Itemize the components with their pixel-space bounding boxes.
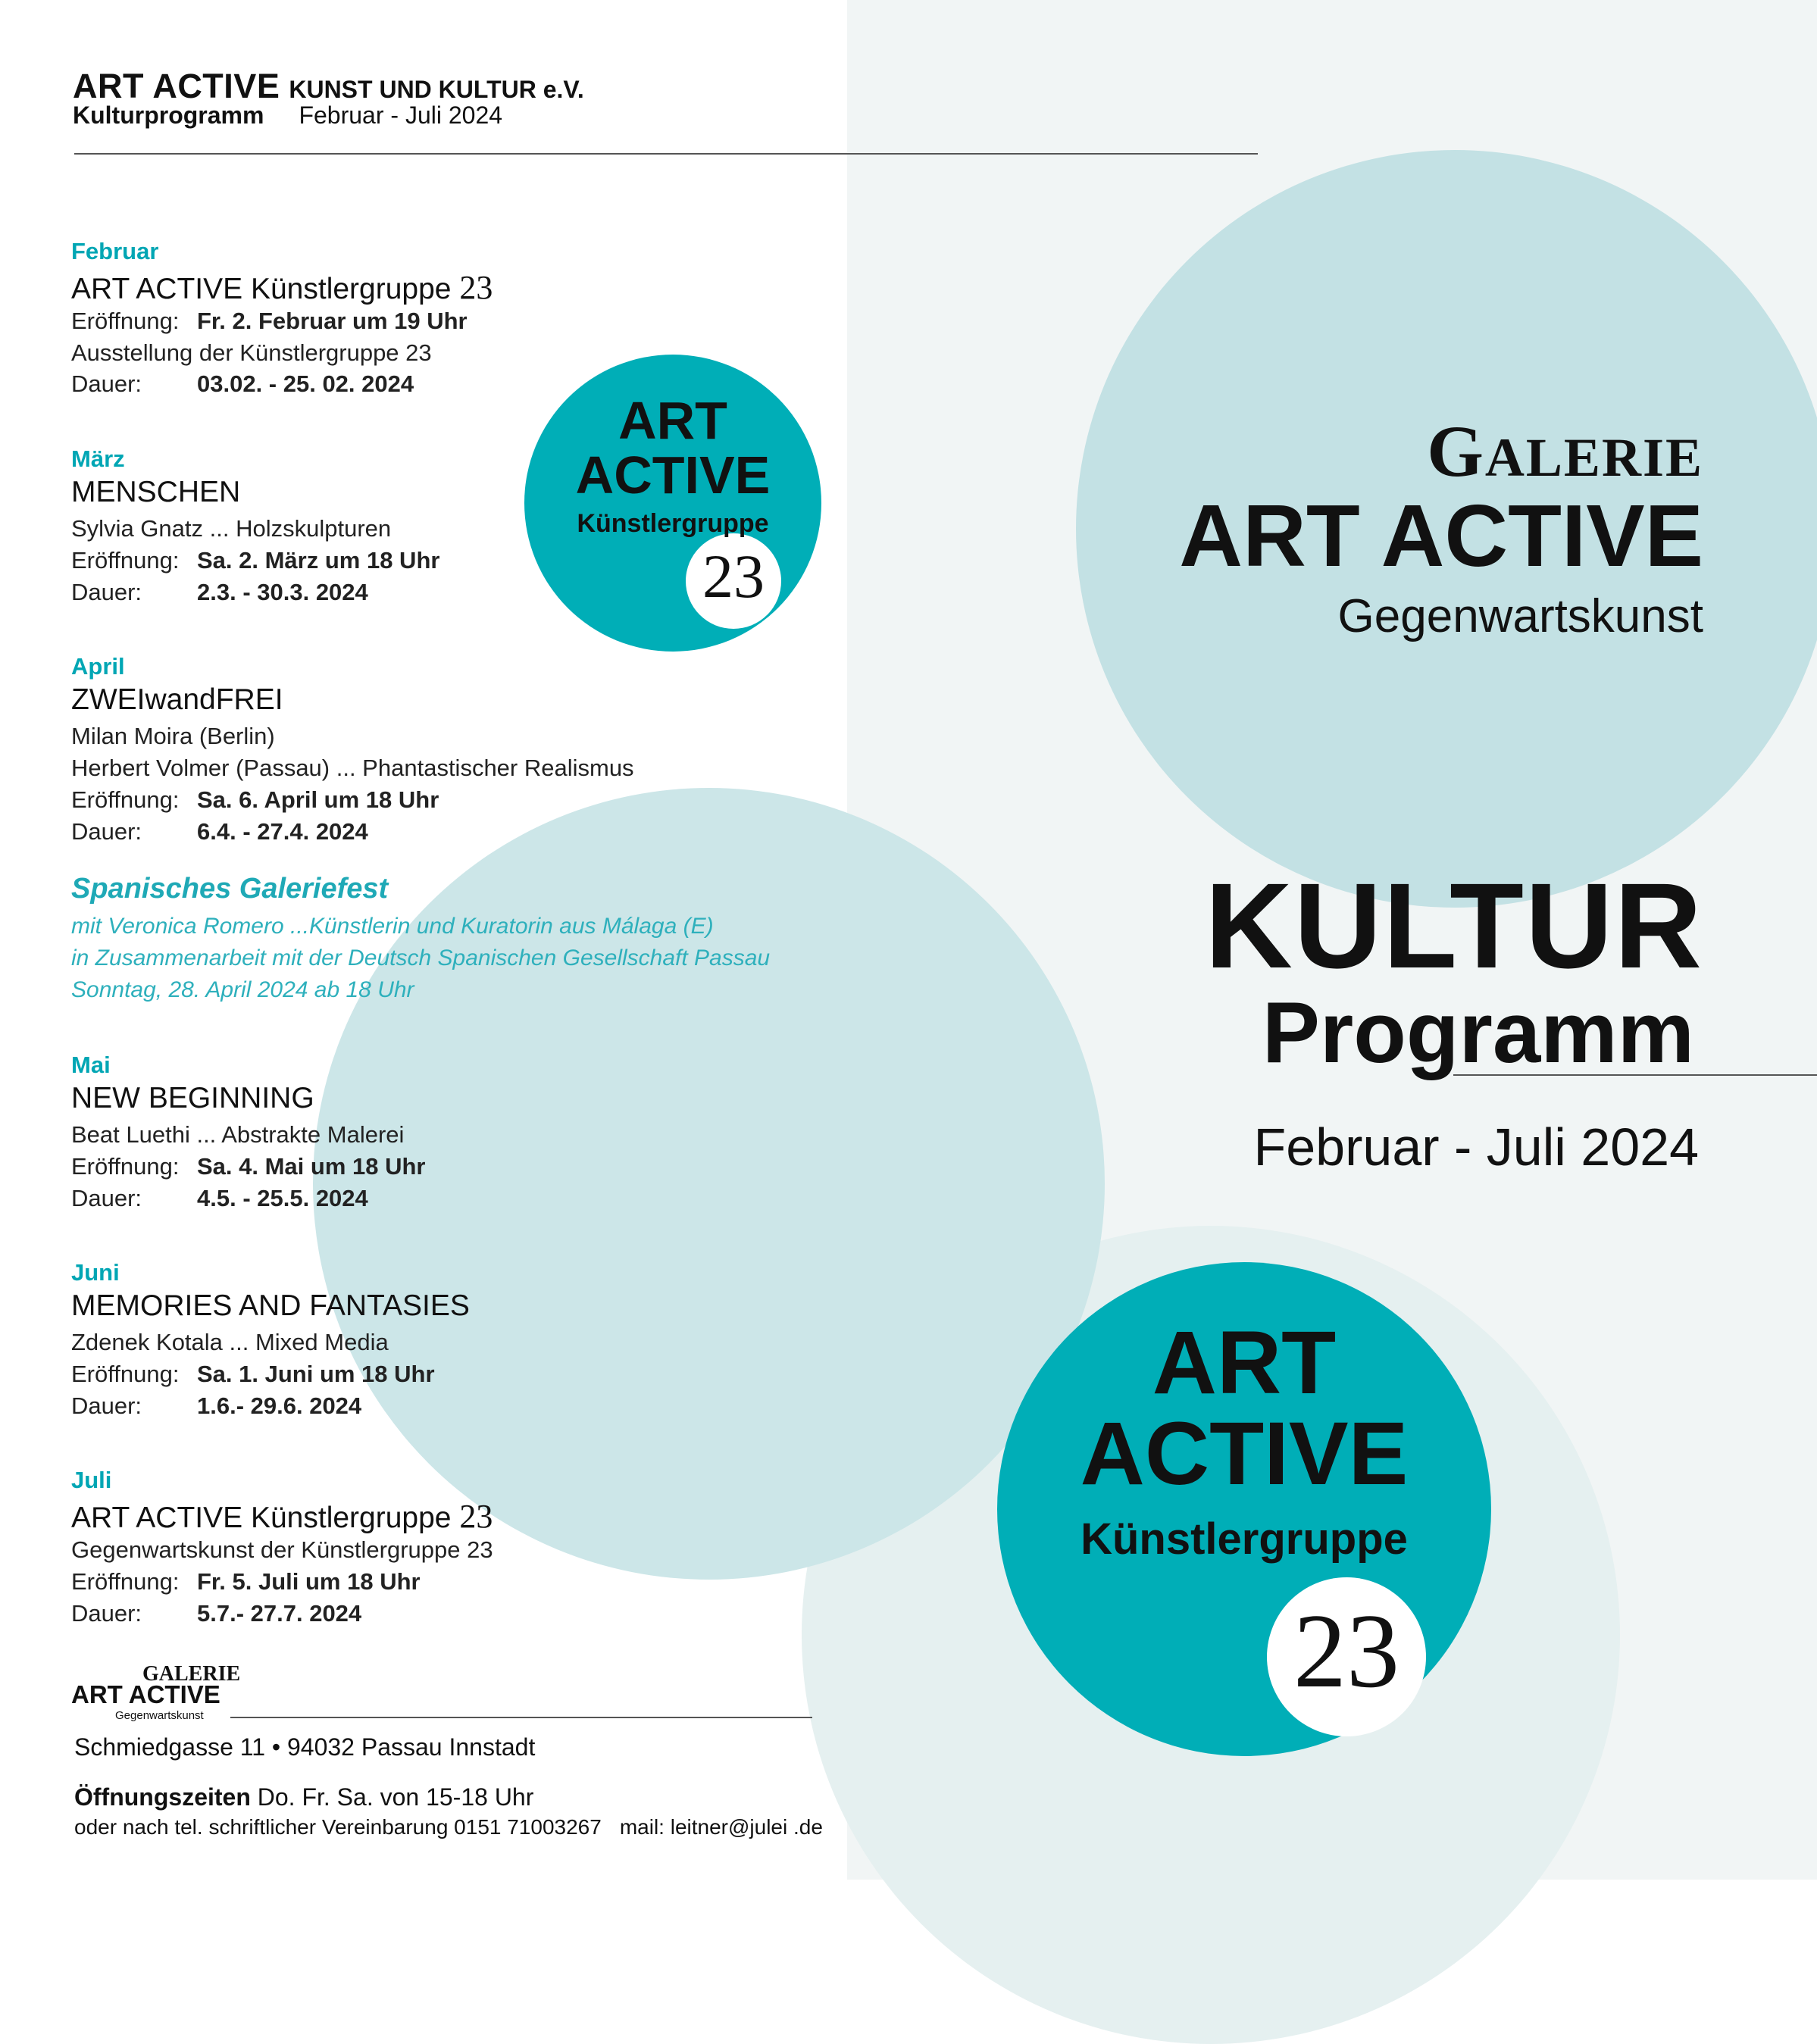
event-duration: Dauer: 4.5. - 25.5. 2024 <box>71 1185 368 1211</box>
event-description: Beat Luethi ... Abstrakte Malerei <box>71 1121 405 1148</box>
header-subtitle <box>73 102 502 130</box>
cover-divider <box>1453 1074 1817 1076</box>
cover-name: ART ACTIVE <box>1179 486 1703 585</box>
logo-big-kuenstlergruppe: Künstlergruppe <box>1081 1514 1408 1564</box>
cover-period: Februar - Juli 2024 <box>1253 1117 1699 1177</box>
event-opening: Eröffnung: Sa. 4. Mai um 18 Uhr <box>71 1153 426 1180</box>
logo-small-art: ART <box>618 391 727 450</box>
header-divider <box>74 153 1258 155</box>
footer-subtitle: Gegenwartskunst <box>115 1709 204 1722</box>
event-description: Gegenwartskunst der Künstlergruppe 23 <box>71 1536 493 1563</box>
title-number: 23 <box>459 1498 493 1535</box>
cover-galerie: GALERIE <box>1427 411 1703 492</box>
event-month: Mai <box>71 1052 111 1078</box>
event-opening: Eröffnung: Fr. 5. Juli um 18 Uhr <box>71 1568 421 1595</box>
title-number: 23 <box>459 269 493 306</box>
cover-programm: Programm <box>1262 985 1694 1081</box>
event-duration: Dauer: 1.6.- 29.6. 2024 <box>71 1392 362 1419</box>
footer-galerie: GALERIE <box>142 1662 241 1686</box>
event-description: Herbert Volmer (Passau) ... Phantastischer Realismus <box>71 755 634 781</box>
footer-mail: mail: leitner@julei .de <box>619 1815 823 1839</box>
logo-small-number: 23 <box>702 542 765 611</box>
logo-small-active: ACTIVE <box>575 445 771 505</box>
cover-subtitle: Gegenwartskunst <box>1337 590 1703 642</box>
cover-kultur: KULTUR <box>1205 858 1703 993</box>
event-month: Februar <box>71 238 159 264</box>
logo-big-art: ART <box>1152 1313 1337 1413</box>
footer-address: Schmiedgasse 11 • 94032 Passau Innstadt <box>74 1733 536 1761</box>
event-duration: Dauer: 6.4. - 27.4. 2024 <box>71 818 368 845</box>
logo-big-active: ACTIVE <box>1080 1404 1409 1504</box>
fest-line: mit Veronica Romero ...Künstlerin und Kuratorin aus Málaga (E) <box>71 914 714 939</box>
org-name: ART ACTIVE <box>73 67 280 105</box>
event-opening: Eröffnung: Sa. 6. April um 18 Uhr <box>71 786 439 813</box>
event-opening: Eröffnung: Sa. 1. Juni um 18 Uhr <box>71 1361 435 1387</box>
event-title: ART ACTIVE Künstlergruppe 23 <box>71 1498 493 1535</box>
event-month: April <box>71 653 125 680</box>
logo-small-kuenstlergruppe: Künstlergruppe <box>577 509 769 538</box>
event-month: März <box>71 445 125 472</box>
org-suffix: KUNST UND KULTUR e.V. <box>289 76 584 103</box>
fest-line: in Zusammenarbeit mit der Deutsch Spanischen Gesellschaft Passau <box>71 945 771 970</box>
event-month: Juli <box>71 1467 112 1493</box>
program-label: Kulturprogramm <box>73 102 264 129</box>
logo-big-number: 23 <box>1293 1592 1399 1710</box>
header-title <box>73 67 584 106</box>
event-duration: Dauer: 2.3. - 30.3. 2024 <box>71 579 368 605</box>
event-description: Zdenek Kotala ... Mixed Media <box>71 1329 389 1355</box>
footer-divider <box>230 1717 812 1718</box>
event-title: MENSCHEN <box>71 476 241 508</box>
event-title: ZWEIwandFREI <box>71 683 283 716</box>
fest-title: Spanisches Galeriefest <box>71 873 389 905</box>
event-title: ART ACTIVE Künstlergruppe 23 <box>71 269 493 306</box>
event-opening: Eröffnung: Sa. 2. März um 18 Uhr <box>71 547 440 574</box>
decor-circle-middle <box>313 788 1105 1580</box>
event-duration: Dauer: 03.02. - 25. 02. 2024 <box>71 370 414 397</box>
footer-contact: oder nach tel. schriftlicher Vereinbarung 0151 71003267 mail: leitner@julei .de <box>74 1815 823 1839</box>
footer-name: ART ACTIVE <box>71 1680 220 1708</box>
program-period: Februar - Juli 2024 <box>299 102 503 129</box>
event-opening: Eröffnung: Fr. 2. Februar um 19 Uhr <box>71 308 468 334</box>
fest-line: Sonntag, 28. April 2024 ab 18 Uhr <box>71 977 414 1002</box>
event-description: Milan Moira (Berlin) <box>71 723 275 749</box>
event-month: Juni <box>71 1259 120 1286</box>
event-title: MEMORIES AND FANTASIES <box>71 1289 470 1322</box>
event-description: Sylvia Gnatz ... Holzskulpturen <box>71 515 392 542</box>
event-title: NEW BEGINNING <box>71 1082 314 1114</box>
event-duration: Dauer: 5.7.- 27.7. 2024 <box>71 1600 362 1627</box>
footer-hours: Öffnungszeiten Do. Fr. Sa. von 15-18 Uhr <box>74 1783 534 1811</box>
event-description: Ausstellung der Künstlergruppe 23 <box>71 339 432 366</box>
